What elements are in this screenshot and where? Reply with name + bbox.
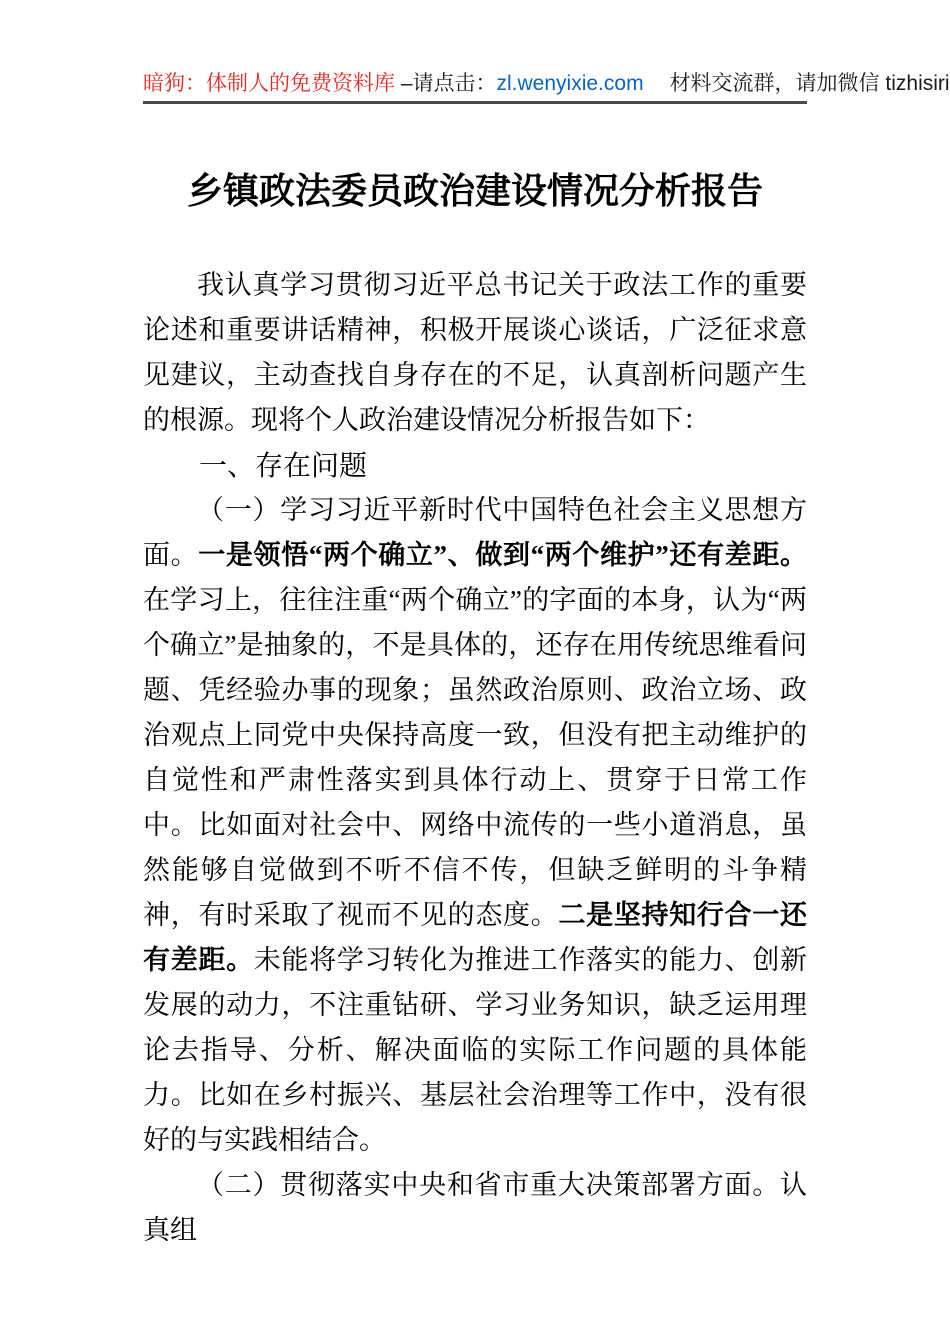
text-run: 我认真学习贯彻习近平总书记关于政法工作的重要论述和重要讲话精神，积极开展谈心谈话，广泛征求意见建议，主动查找自身存在的不足，认真剖析问题产生的根源。现将个人政治建设情况分析报告如下： <box>143 270 807 435</box>
emphasis-run: 一是领悟“两个确立”、做到“两个维护”还有差距。 <box>198 540 808 570</box>
body-paragraph <box>143 488 807 1163</box>
text-run: （二）贯彻落实中央和省市重大决策部署方面。认真组 <box>143 1170 807 1245</box>
section-heading <box>143 443 807 488</box>
promo-banner <box>143 0 950 104</box>
promo-click-prompt: –请点击： <box>395 72 497 95</box>
text-run: 未能将学习转化为推进工作落实的能力、创新发展的动力，不注重钻研、学习业务知识，缺乏运用理论去指导、分析、解决面临的实际工作问题的具体能力。比如在乡村振兴、基层社会治理等工作中，没有很好的与实践相结合。 <box>143 945 808 1155</box>
text-run: 在学习上，往往注重“两个确立”的字面的本身，认为“两个确立”是抽象的，不是具体的，还存在用传统思维看问题、凭经验办事的现象；虽然政治原则、政治立场、政治观点上同党中央保持高度一致，但没有把主动维护的自觉性和严肃性落实到具体行动上、贯穿于日常工作中。比如面对社会中、网络中流传的一些小道消息，虽然能够自觉做到不听不信不传，但缺乏鲜明的斗争精神，有时采取了视而不见的态度。 <box>143 585 807 930</box>
body-paragraph <box>143 1163 807 1253</box>
body-paragraph <box>143 263 807 443</box>
text-run: （一）学习习近平新时代中国特色社会主义思想方面。 <box>143 495 807 570</box>
promo-link[interactable]: zl.wenyixie.com <box>496 72 644 95</box>
emphasis-run: 二是坚持知行合一还有差距。 <box>143 900 808 975</box>
document-body <box>143 263 807 1253</box>
document-title: 乡镇政法委员政治建设情况分析报告 <box>186 171 763 211</box>
text-run: 一、存在问题 <box>199 450 368 481</box>
promo-wechat-note: 材料交流群，请加微信 tizhisiri <box>669 72 950 95</box>
promo-brand-text: 暗狗：体制人的免费资料库 <box>143 72 395 95</box>
